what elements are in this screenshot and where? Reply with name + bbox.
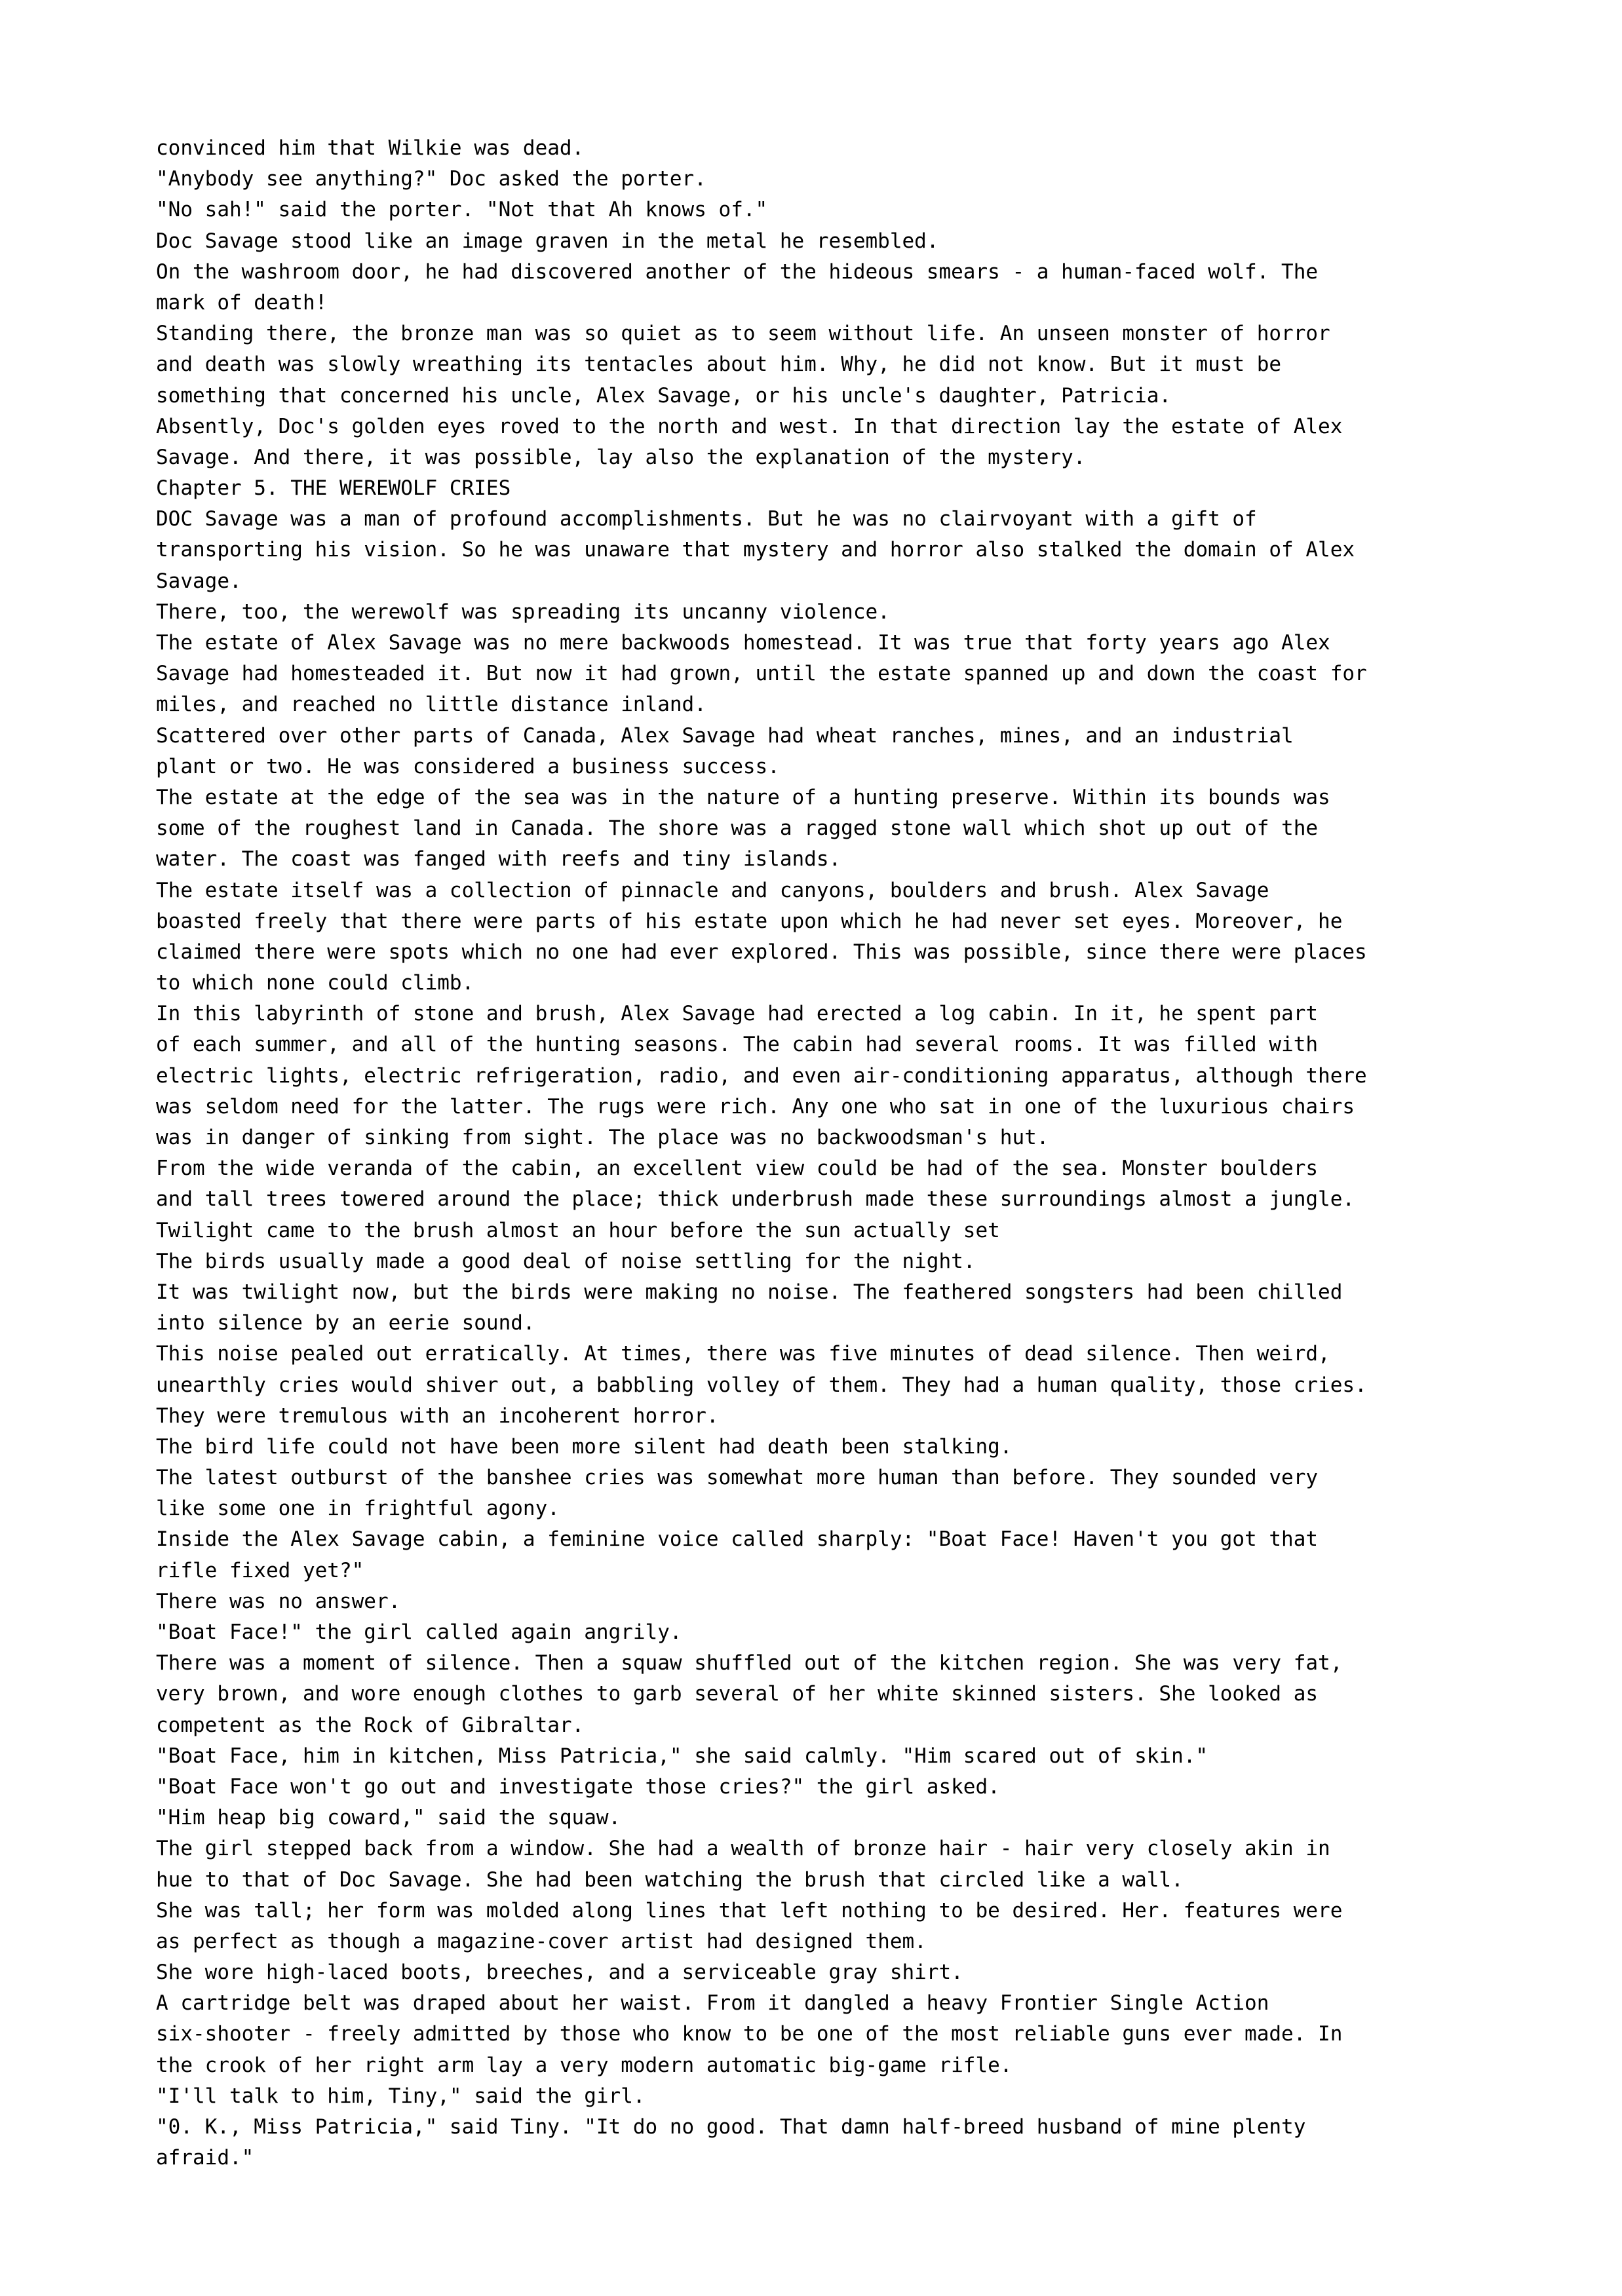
text-line: Savage had homesteaded it. But now it had grown, until the estate spanned up and down the coast for	[156, 662, 1367, 686]
text-line: They were tremulous with an incoherent horror.	[156, 1404, 719, 1428]
text-line: It was twilight now, but the birds were making no noise. The feathered songsters had been chilled	[156, 1280, 1343, 1304]
text-line: The birds usually made a good deal of noise settling for the night.	[156, 1249, 976, 1273]
text-line: The girl stepped back from a window. She had a wealth of bronze hair - hair very closely akin in	[156, 1837, 1330, 1861]
text-line: rifle fixed yet?"	[156, 1558, 364, 1582]
text-line: The bird life could not have been more silent had death been stalking.	[156, 1434, 1013, 1459]
text-line: mark of death!	[156, 290, 328, 315]
text-line: Savage.	[156, 569, 242, 593]
text-line: convinced him that Wilkie was dead.	[156, 136, 585, 160]
text-line: Scattered over other parts of Canada, Alex Savage had wheat ranches, mines, and an industrial	[156, 723, 1294, 748]
text-line: The estate of Alex Savage was no mere backwoods homestead. It was true that forty years ago Alex	[156, 631, 1330, 655]
text-line: "0. K., Miss Patricia," said Tiny. "It do no good. That damn half-breed husband of mine plenty	[156, 2115, 1306, 2139]
text-line: Standing there, the bronze man was so quiet as to seem without life. An unseen monster of horror	[156, 322, 1330, 346]
text-line: "No sah!" said the porter. "Not that Ah knows of."	[156, 198, 768, 222]
text-line: The estate at the edge of the sea was in the nature of a hunting preserve. Within its bounds was	[156, 785, 1330, 809]
text-line: There was a moment of silence. Then a squaw shuffled out of the kitchen region. She was very fat,	[156, 1651, 1343, 1675]
text-line: afraid."	[156, 2146, 254, 2170]
text-line: and tall trees towered around the place; thick underbrush made these surroundings almost a jungle.	[156, 1187, 1355, 1212]
text-line: From the wide veranda of the cabin, an excellent view could be had of the sea. Monster boulders	[156, 1157, 1319, 1181]
text-line: Savage. And there, it was possible, lay also the explanation of the mystery.	[156, 445, 1086, 469]
text-line: water. The coast was fanged with reefs and tiny islands.	[156, 847, 841, 871]
text-line: electric lights, electric refrigeration, radio, and even air-conditioning apparatus, although there	[156, 1063, 1367, 1088]
text-line: something that concerned his uncle, Alex Savage, or his uncle's daughter, Patricia.	[156, 383, 1172, 408]
text-line: The estate itself was a collection of pinnacle and canyons, boulders and brush. Alex Savage	[156, 878, 1269, 902]
text-line: some of the roughest land in Canada. The shore was a ragged stone wall which shot up out of the	[156, 816, 1319, 841]
text-line: to which none could climb.	[156, 971, 474, 995]
document-page	[156, 133, 1493, 2173]
text-line: "Boat Face won't go out and investigate those cries?" the girl asked.	[156, 1774, 1000, 1799]
text-line: This noise pealed out erratically. At times, there was five minutes of dead silence. Then weird,	[156, 1342, 1330, 1366]
text-line: She wore high-laced boots, breeches, and a serviceable gray shirt.	[156, 1961, 963, 1985]
text-line: Chapter 5. THE WEREWOLF CRIES	[156, 476, 511, 501]
text-line: "Boat Face, him in kitchen, Miss Patricia," she said calmly. "Him scared out of skin."	[156, 1744, 1208, 1768]
text-line: "Him heap big coward," said the squaw.	[156, 1806, 621, 1830]
text-line: of each summer, and all of the hunting seasons. The cabin had several rooms. It was filled with	[156, 1033, 1319, 1057]
text-line: competent as the Rock of Gibraltar.	[156, 1713, 585, 1737]
text-line: DOC Savage was a man of profound accomplishments. But he was no clairvoyant with a gift of	[156, 507, 1257, 531]
text-line: very brown, and wore enough clothes to garb several of her white skinned sisters. She looked as	[156, 1682, 1319, 1706]
text-line: the crook of her right arm lay a very modern automatic big-game rifle.	[156, 2053, 1013, 2077]
text-line: and death was slowly wreathing its tentacles about him. Why, he did not know. But it must be	[156, 353, 1282, 377]
text-line: transporting his vision. So he was unaware that mystery and horror also stalked the domain of Alex	[156, 538, 1355, 562]
text-line: like some one in frightful agony.	[156, 1497, 560, 1521]
text-line: hue to that of Doc Savage. She had been watching the brush that circled like a wall.	[156, 1867, 1184, 1892]
text-line: "Boat Face!" the girl called again angrily.	[156, 1620, 682, 1644]
text-line: as perfect as though a magazine-cover artist had designed them.	[156, 1929, 927, 1953]
text-line: into silence by an eerie sound.	[156, 1311, 535, 1335]
text-line: unearthly cries would shiver out, a babbling volley of them. They had a human quality, those cries.	[156, 1373, 1367, 1397]
text-line: There was no answer.	[156, 1589, 401, 1613]
text-line: was in danger of sinking from sight. The place was no backwoodsman's hut.	[156, 1126, 1049, 1149]
text-line: plant or two. He was considered a business success.	[156, 754, 780, 778]
text-line: Doc Savage stood like an image graven in the metal he resembled.	[156, 229, 939, 253]
text-line: Twilight came to the brush almost an hour before the sun actually set	[156, 1218, 1000, 1242]
text-line: was seldom need for the latter. The rugs were rich. Any one who sat in one of the luxurious chairs	[156, 1094, 1355, 1119]
text-line: She was tall; her form was molded along lines that left nothing to be desired. Her. features were	[156, 1898, 1343, 1923]
text-line: "I'll talk to him, Tiny," said the girl.	[156, 2084, 646, 2108]
text-line: In this labyrinth of stone and brush, Alex Savage had erected a log cabin. In it, he spent part	[156, 1002, 1319, 1026]
text-line: miles, and reached no little distance inland.	[156, 693, 706, 717]
text-line: claimed there were spots which no one had ever explored. This was possible, since there were places	[156, 940, 1367, 964]
text-line: "Anybody see anything?" Doc asked the porter.	[156, 167, 706, 191]
text-line: Inside the Alex Savage cabin, a feminine voice called sharply: "Boat Face! Haven't you got that	[156, 1527, 1319, 1552]
text-line: Absently, Doc's golden eyes roved to the north and west. In that direction lay the estate of Alex	[156, 414, 1343, 438]
text-line: There, too, the werewolf was spreading its uncanny violence.	[156, 600, 890, 624]
text-line: boasted freely that there were parts of his estate upon which he had never set eyes. Moreover, he	[156, 909, 1343, 933]
text-line: On the washroom door, he had discovered another of the hideous smears - a human-faced wolf. The	[156, 259, 1319, 284]
text-line: The latest outburst of the banshee cries was somewhat more human than before. They sounded very	[156, 1466, 1319, 1490]
text-line: six-shooter - freely admitted by those who know to be one of the most reliable guns ever made. In	[156, 2022, 1343, 2046]
text-line: A cartridge belt was draped about her waist. From it dangled a heavy Frontier Single Action	[156, 1991, 1269, 2016]
